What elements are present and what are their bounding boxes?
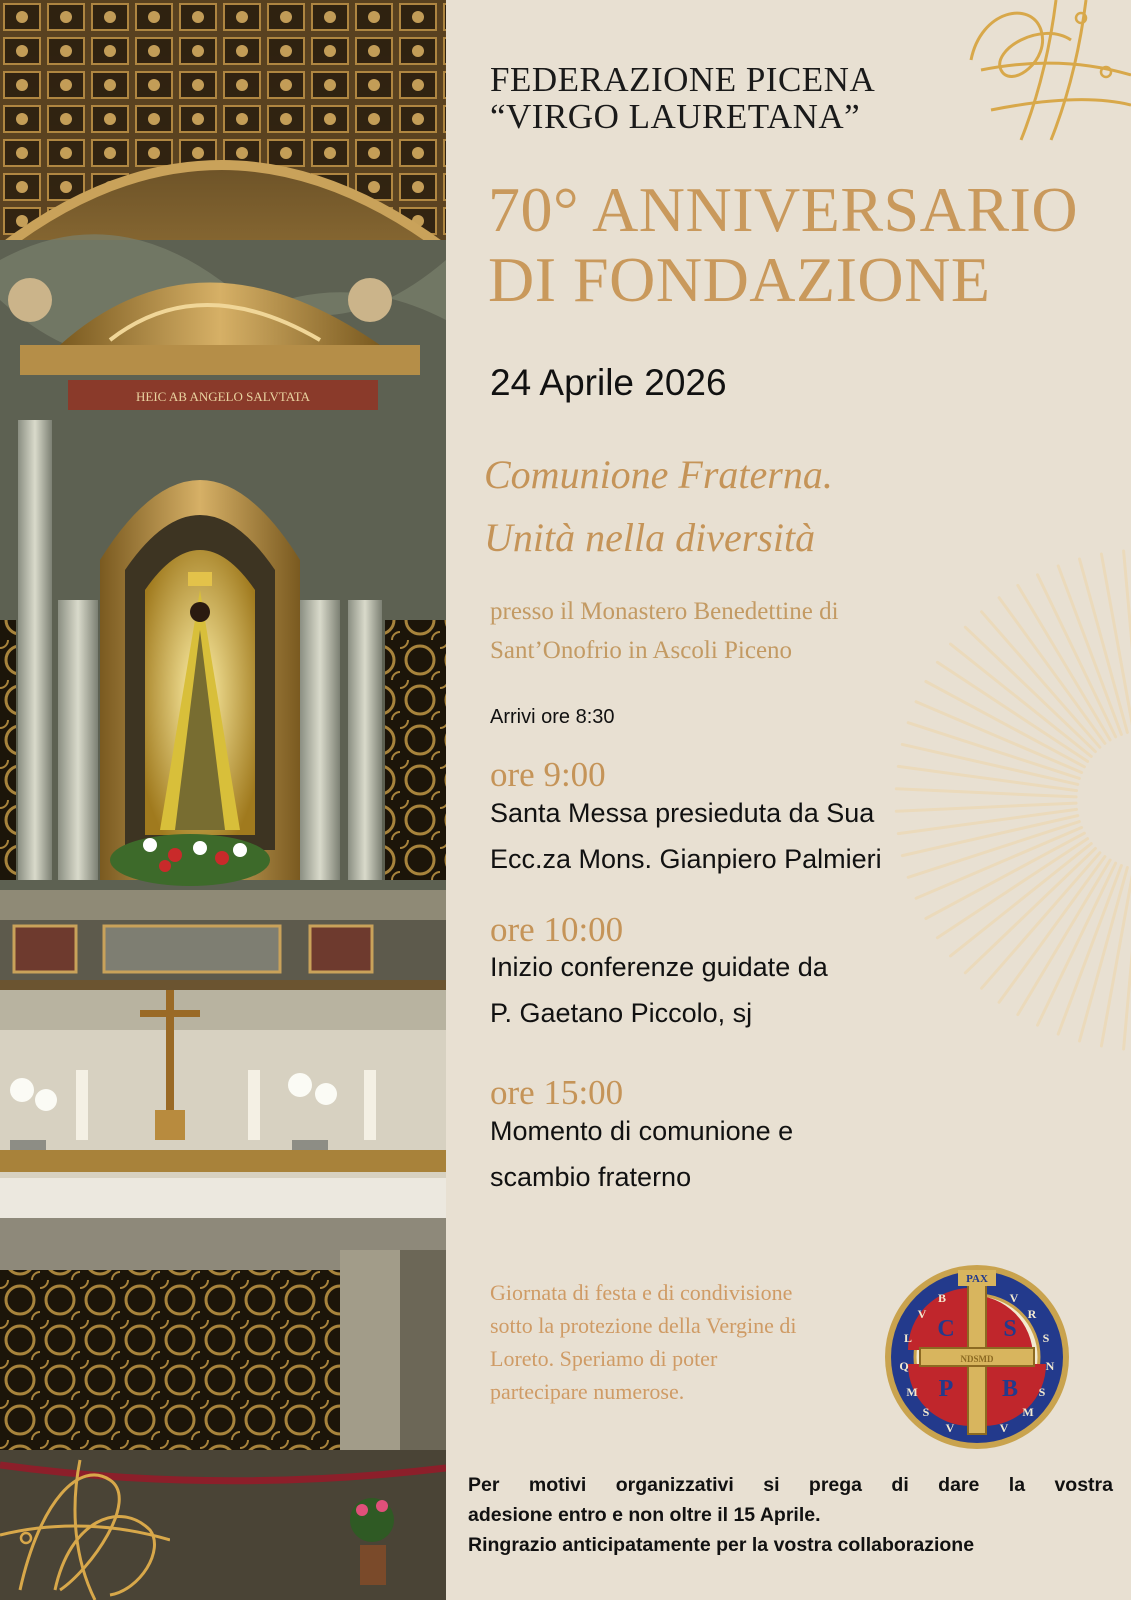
schedule-description — [490, 944, 828, 1036]
anniversary-title-line2: DI FONDAZIONE — [488, 244, 991, 315]
anniversary-title-line1: 70° ANNIVERSARIO — [488, 174, 1079, 245]
svg-text:M: M — [906, 1385, 918, 1399]
schedule-description-line: Inizio conferenze guidate da — [490, 952, 828, 982]
sun-ray — [1018, 860, 1110, 1015]
sun-ray — [951, 844, 1092, 956]
medal-letter: B — [1001, 1376, 1019, 1402]
svg-text:Q: Q — [899, 1359, 909, 1373]
saint-benedict-medal-icon — [882, 1262, 1072, 1452]
photo-inscription: HEIC AB ANGELO SALVTATA — [135, 389, 311, 404]
monogram-flourish-icon — [961, 0, 1131, 150]
sun-ray — [937, 839, 1087, 938]
svg-text:V: V — [999, 1421, 1009, 1435]
schedule-time: ore 15:00 — [490, 1073, 624, 1112]
sun-ray — [896, 789, 1076, 797]
venue-line1: presso il Monastero Benedettine di — [490, 598, 839, 625]
event-date: 24 Aprile 2026 — [490, 362, 727, 403]
closing-note — [490, 1276, 880, 1408]
svg-text:S: S — [1042, 1331, 1050, 1345]
svg-text:V: V — [917, 1307, 927, 1321]
closing-note-line: partecipare numerose. — [490, 1379, 685, 1404]
sun-ray — [999, 857, 1105, 1003]
medal-letter: C — [937, 1316, 955, 1342]
sun-ray — [937, 662, 1087, 761]
svg-text:V: V — [945, 1421, 955, 1435]
schedule-description-line: Santa Messa presieduta da Sua — [490, 798, 875, 828]
motto-line2: Unità nella diversità — [484, 515, 816, 560]
schedule-time: ore 10:00 — [490, 910, 624, 949]
venue-line2: Sant’Onofrio in Ascoli Piceno — [490, 637, 793, 664]
altar-illustration — [0, 0, 446, 1600]
sun-ray — [1038, 863, 1116, 1025]
svg-text:V: V — [1009, 1291, 1019, 1305]
closing-note-line: Giornata di festa e di condivisione — [490, 1280, 793, 1305]
footer-line: Ringrazio anticipatamente per la vostra collaborazione — [468, 1534, 975, 1556]
sun-ray — [1038, 575, 1116, 737]
organization-name: FEDERAZIONE PICENA — [490, 60, 876, 99]
svg-text:N: N — [1045, 1359, 1055, 1373]
schedule-description — [490, 1108, 793, 1200]
sun-ray — [916, 702, 1082, 773]
sun-rays-icon — [876, 510, 1131, 1090]
svg-text:S: S — [922, 1405, 930, 1419]
monogram-flourish-icon — [0, 1440, 170, 1600]
schedule-description-line: Ecc.za Mons. Gianpiero Palmieri — [490, 844, 882, 874]
sun-ray — [965, 848, 1095, 972]
schedule-description — [490, 790, 882, 882]
sun-ray — [916, 828, 1082, 899]
svg-text:S: S — [1038, 1385, 1046, 1399]
schedule-description-line: Momento di comunione e — [490, 1116, 794, 1146]
schedule-description-line: P. Gaetano Piccolo, sj — [490, 998, 753, 1028]
footer-line: Per motivi organizzativi si prega di dare la vostra — [468, 1474, 1113, 1496]
sun-ray — [965, 627, 1095, 751]
sun-ray — [1018, 585, 1110, 740]
medal-letter: S — [1003, 1316, 1017, 1342]
closing-note-line: sotto la protezione della Vergine di — [490, 1313, 797, 1338]
medal-letter: P — [938, 1376, 954, 1402]
svg-text:B: B — [937, 1291, 947, 1305]
arrival-time: Arrivi ore 8:30 — [490, 706, 615, 728]
schedule-description-line: scambio fraterno — [490, 1162, 692, 1192]
rsvp-footer — [468, 1470, 1113, 1560]
altar-photo — [0, 0, 446, 1600]
svg-text:L: L — [903, 1331, 913, 1345]
motto-line1: Comunione Fraterna. — [484, 452, 833, 497]
sun-ray — [999, 598, 1105, 744]
sun-ray — [896, 803, 1076, 811]
organization-subtitle: “VIRGO LAURETANA” — [490, 97, 861, 136]
sun-ray — [951, 644, 1092, 756]
svg-text:M: M — [1022, 1405, 1034, 1419]
svg-text:R: R — [1027, 1307, 1037, 1321]
invitation-panel — [446, 0, 1131, 1600]
medal-pax-label: PAX — [966, 1273, 988, 1285]
closing-note-line: Loreto. Speriamo di poter — [490, 1346, 718, 1371]
footer-line: adesione entro e non oltre il 15 Aprile. — [468, 1504, 821, 1526]
medal-cross-text: NDSMD — [960, 1354, 994, 1364]
schedule-time: ore 9:00 — [490, 755, 606, 794]
